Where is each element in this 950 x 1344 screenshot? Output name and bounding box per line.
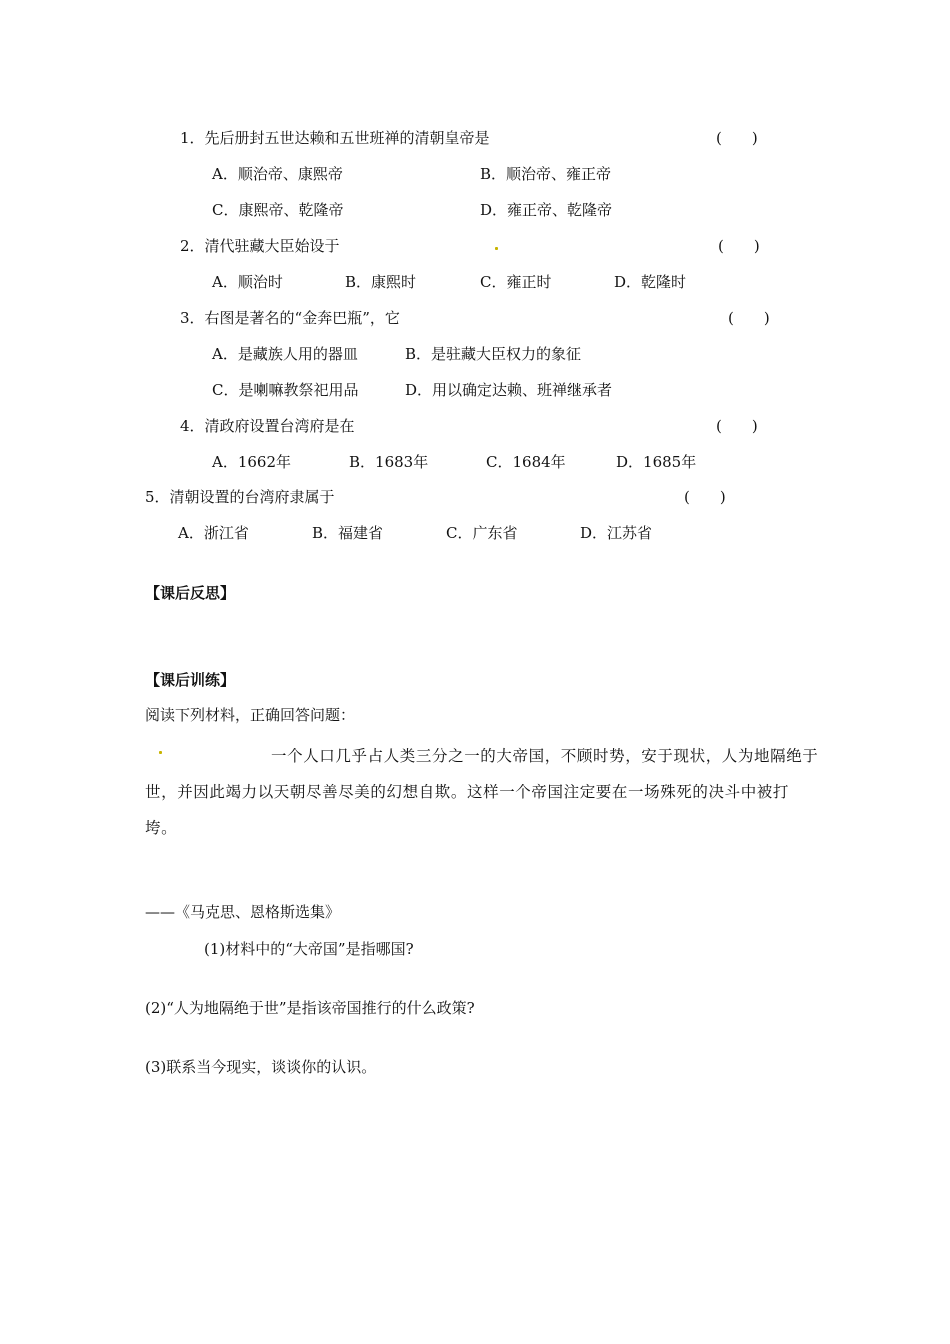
source-passage: 一个人口几乎占人类三分之一的大帝国，不顾时势，安于现状，人为地隔绝于世，并因此竭力以天朝尽善尽美的幻想自欺。这样一个帝国注定要在一场殊死的决斗中被打垮。 xyxy=(145,747,819,837)
question-4-answer-paren: ( ) xyxy=(716,417,758,435)
question-4-option-a: A．1662年 xyxy=(212,453,292,471)
question-2-option-c: C．雍正时 xyxy=(480,273,552,291)
training-heading: 【课后训练】 xyxy=(145,671,236,689)
sub-question-1: (1)材料中的“大帝国”是指哪国? xyxy=(204,940,414,958)
question-1-stem: 1．先后册封五世达赖和五世班禅的清朝皇帝是 xyxy=(180,129,490,147)
question-5-option-d: D．江苏省 xyxy=(580,524,653,542)
question-2-answer-paren: ( ) xyxy=(718,237,760,255)
question-2-option-b: B．康熙时 xyxy=(345,273,417,291)
question-2-option-d: D．乾隆时 xyxy=(614,273,687,291)
question-1-option-a: A．顺治帝、康熙帝 xyxy=(212,165,343,183)
question-1-option-c: C．康熙帝、乾隆帝 xyxy=(212,201,344,219)
question-3-option-a: A．是藏族人用的器皿 xyxy=(212,345,358,363)
question-1-option-b: B．顺治帝、雍正帝 xyxy=(480,165,612,183)
question-5-stem: 5．清朝设置的台湾府隶属于 xyxy=(145,488,335,506)
question-4-option-c: C．1684年 xyxy=(486,453,566,471)
question-4-stem: 4．清政府设置台湾府是在 xyxy=(180,417,355,435)
question-5-option-b: B．福建省 xyxy=(312,524,384,542)
question-1-option-d: D．雍正帝、乾隆帝 xyxy=(480,201,613,219)
question-5-answer-paren: ( ) xyxy=(684,488,726,506)
question-1-answer-paren: ( ) xyxy=(716,129,758,147)
training-instruction: 阅读下列材料，正确回答问题： xyxy=(145,706,356,724)
question-5-option-a: A．浙江省 xyxy=(178,524,249,542)
sub-question-3: (3)联系当今现实，谈谈你的认识。 xyxy=(145,1058,377,1076)
stray-dot-mark xyxy=(495,247,498,250)
question-3-option-c: C．是喇嘛教祭祀用品 xyxy=(212,381,359,399)
question-2-option-a: A．顺治时 xyxy=(212,273,283,291)
question-3-stem: 3．右图是著名的“金奔巴瓶”，它 xyxy=(180,309,400,327)
passage-source: ——《马克思、恩格斯选集》 xyxy=(145,903,341,921)
question-5-option-c: C．广东省 xyxy=(446,524,518,542)
question-3-answer-paren: ( ) xyxy=(728,309,770,327)
question-4-option-b: B．1683年 xyxy=(349,453,429,471)
question-3-option-d: D．用以确定达赖、班禅继承者 xyxy=(405,381,613,399)
sub-question-2: (2)“人为地隔绝于世”是指该帝国推行的什么政策? xyxy=(145,999,475,1017)
question-4-option-d: D．1685年 xyxy=(616,453,697,471)
question-2-stem: 2．清代驻藏大臣始设于 xyxy=(180,237,340,255)
reflection-heading: 【课后反思】 xyxy=(145,584,236,602)
question-3-option-b: B．是驻藏大臣权力的象征 xyxy=(405,345,582,363)
